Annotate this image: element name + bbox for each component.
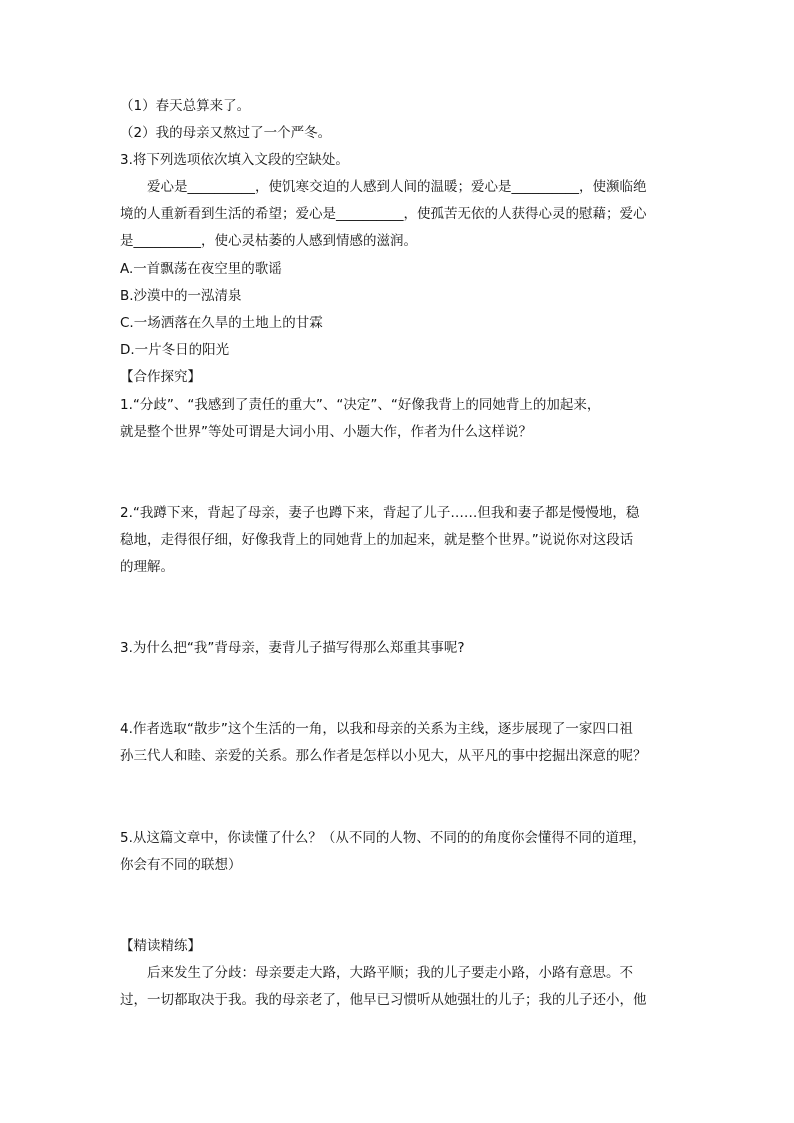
reading-passage-line-1: 后来发生了分歧：母亲要走大路，大路平顺；我的儿子要走小路，小路有意思。不 — [147, 965, 633, 981]
option-a: A.一首飘荡在夜空里的歌谣 — [120, 261, 282, 277]
question-3-prompt: 3.将下列选项依次填入文段的空缺处。 — [120, 152, 349, 168]
passage-line-2: 境的人重新看到生活的希望；爱心是__________，使孤苦无依的人获得心灵的慰藉；爱心 — [120, 206, 647, 222]
answer-line-1: （1）春天总算来了。 — [120, 98, 251, 114]
section-heading-intensive-reading: 【精读精练】 — [120, 938, 201, 954]
discussion-q2-line-3: 的理解。 — [120, 559, 174, 575]
discussion-q2-line-2: 稳地，走得很仔细，好像我背上的同她背上的加起来，就是整个世界。”说说你对这段话 — [120, 532, 634, 548]
discussion-q3: 3.为什么把“我”背母亲，妻背儿子描写得那么郑重其事呢? — [120, 640, 465, 656]
discussion-q1-line-1: 1.“分歧”、“我感到了责任的重大”、“决定”、“好像我背上的同她背上的加起来， — [120, 397, 601, 413]
option-d: D.一片冬日的阳光 — [120, 342, 230, 358]
answer-line-2: （2）我的母亲又熬过了一个严冬。 — [120, 125, 332, 141]
discussion-q4-line-2: 孙三代人和睦、亲爱的关系。那么作者是怎样以小见大，从平凡的事中挖掘出深意的呢？ — [120, 748, 647, 764]
passage-line-3: 是__________，使心灵枯萎的人感到情感的滋润。 — [120, 233, 417, 249]
discussion-q2-line-1: 2.“我蹲下来，背起了母亲，妻子也蹲下来，背起了儿子……但我和妻子都是慢慢地，稳 — [120, 505, 640, 521]
discussion-q5-line-1: 5.从这篇文章中，你读懂了什么？（从不同的人物、不同的的角度你会懂得不同的道理， — [120, 830, 646, 846]
option-b: B.沙漠中的一泓清泉 — [120, 288, 242, 304]
section-heading-cooperative: 【合作探究】 — [120, 369, 201, 385]
reading-passage-line-2: 过，一切都取决于我。我的母亲老了，他早已习惯听从她强壮的儿子；我的儿子还小，他 — [120, 992, 647, 1008]
discussion-q4-line-1: 4.作者选取“散步”这个生活的一角，以我和母亲的关系为主线，逐步展现了一家四口祖 — [120, 721, 633, 737]
discussion-q5-line-2: 你会有不同的联想） — [120, 857, 242, 873]
discussion-q1-line-2: 就是整个世界”等处可谓是大词小用、小题大作，作者为什么这样说？ — [120, 424, 532, 440]
option-c: C.一场洒落在久旱的土地上的甘霖 — [120, 315, 323, 331]
passage-line-1: 爱心是__________，使饥寒交迫的人感到人间的温暖；爱心是__________，使濒临绝 — [147, 179, 647, 195]
